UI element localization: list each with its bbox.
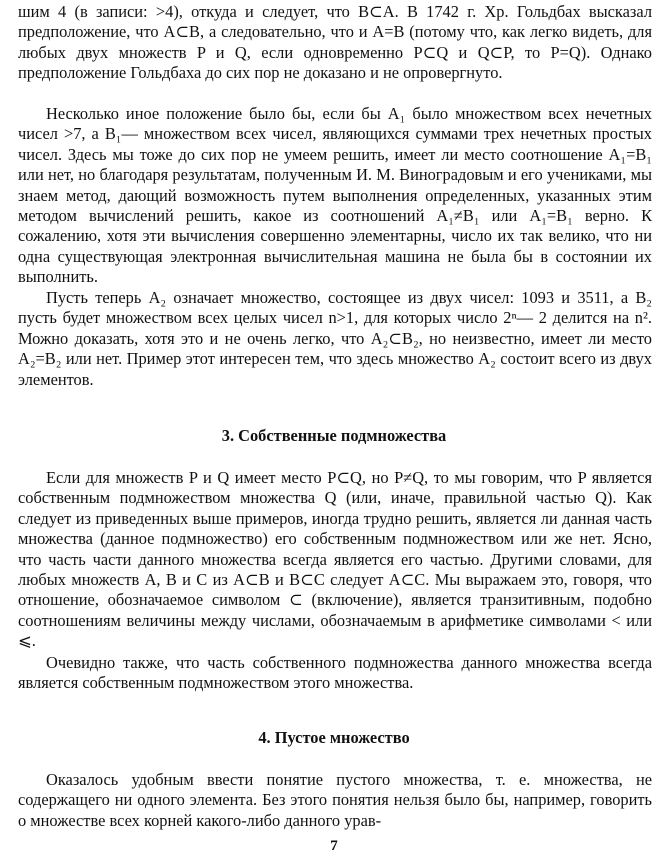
section-heading-empty-set: 4. Пустое множество bbox=[258, 728, 410, 747]
page-number: 7 bbox=[330, 838, 338, 854]
section-heading-proper-subsets: 3. Собственные подмножества bbox=[221, 426, 447, 445]
paragraph-sets-a2-b2: Пусть теперь A₂ означает множество, состоящее из двух чисел: 1093 и 3511, а B₂ пусть будет множеством всех целых чисел n>1, для которых число 2ⁿ— 2 делится на n². Можно доказать, хотя это и не очень легко, что A₂⊂B₂, но неизвестно, имеет ли место A₂=B₂ или нет. Пример этот интересен тем, что здесь множество A₂ состоит всего из двух элементов. bbox=[18, 288, 652, 389]
paragraph-empty-set: Оказалось удобным ввести понятие пустого множества, т. е. множества, не содержащего ни одного элемента. Без этого понятия нельзя было бы, например, говорить о множестве всех корней какого-либо данного урав- bbox=[18, 770, 652, 830]
paragraph-vinogradov: Несколько иное положение было бы, если бы A₁ было множеством всех нечетных чисел >7, а B₁— множеством всех чисел, являющихся суммами трех нечетных простых чисел. Здесь мы тоже до сих пор не умеем решить, имеет ли место соотношение A₁=B₁ или нет, но благодаря результатам, полученным И. М. Виноградовым и его учениками, мы знаем метод, дающий возможность путем выполнения определенных, указанных этим методом вычислений решить, какое из соотношений A₁≠B₁ или A₁=B₁ верно. К сожалению, хотя эти вычисления совершенно элементарны, число их так велико, что ни одна существующая электронная вычислительная машина не была бы в состоянии их выполнить. bbox=[18, 104, 652, 287]
paragraph-proper-subset-definition: Если для множеств P и Q имеет место P⊂Q, но P≠Q, то мы говорим, что P является собственным подмножеством множества Q (или, иначе, правильной частью Q). Как следует из приведенных выше примеров, иногда трудно решить, является ли данная часть множества (данное подмножество) его собственным подмножеством или же нет. Ясно, что часть части данного множества всегда является его частью. Другими словами, для любых множеств A, B и C из A⊂B и B⊂C следует A⊂C. Мы выражаем это, говоря, что отношение, обозначаемое символом ⊂ (включение), является транзитивным, подобно соотношениям величины между числами, обозначаемым в арифметике символами < или ⩽. bbox=[18, 468, 652, 651]
paragraph-goldbach: шим 4 (в записи: >4), откуда и следует, что B⊂A. В 1742 г. Хр. Гольдбах высказал предположение, что A⊂B, а следовательно, что и A=B (потому что, как легко видеть, для любых двух множеств P и Q, если одновременно P⊂Q и Q⊂P, то P=Q). Однако предположение Гольдбаха до сих пор не доказано и не опровергнуто. bbox=[18, 2, 652, 83]
paragraph-proper-subset-transitivity: Очевидно также, что часть собственного подмножества данного множества всегда является собственным подмножеством этого множества. bbox=[18, 653, 652, 693]
